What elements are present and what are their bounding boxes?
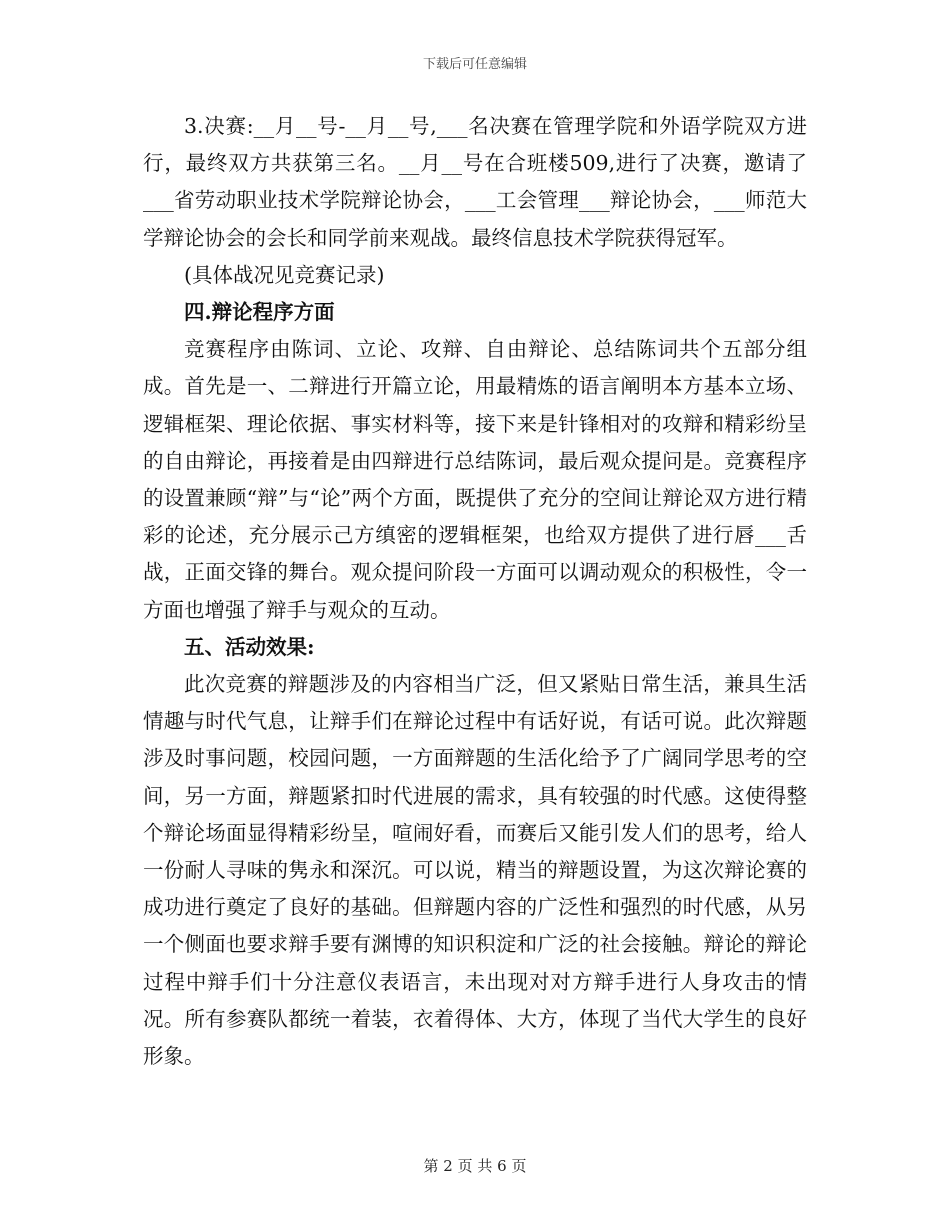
paragraph-record-note: (具体战况见竞赛记录) <box>184 262 385 287</box>
heading-debate-procedure: 四.辩论程序方面 <box>184 300 335 325</box>
paragraph-debate-procedure: 竞赛程序由陈词、立论、攻辩、自由辩论、总结陈词共个五部分组成。首先是一、二辩进行开篇立论，用最精炼的语言阐明本方基本立场、逻辑框架、理论依据、事实材料等，接下来是针锋相对的攻辩和精彩纷呈的自由辩论，再接着是由四辩进行总结陈词，最后观众提问是。竞赛程序的设置兼顾“辩”与“论”两个方面，既提供了充分的空间让辩论双方进行精彩的论述，充分展示己方缜密的逻辑框架，也给双方提供了进行唇___舌战，正面交锋的舞台。观众提问阶段一方面可以调动观众的积极性，令一方面也增强了辩手与观众的互动。 <box>143 337 807 622</box>
paragraph-activity-effect: 此次竞赛的辩题涉及的内容相当广泛，但又紧贴日常生活，兼具生活情趣与时代气息，让辩手们在辩论过程中有话好说，有话可说。此次辩题涉及时事问题，校园问题，一方面辩题的生活化给予了广阔同学思考的空间，另一方面，辩题紧扣时代进展的需求，具有较强的时代感。这使得整个辩论场面显得精彩纷呈，喧闹好看，而赛后又能引发人们的思考，给人一份耐人寻味的隽永和深沉。可以说，精当的辩题设置，为这次辩论赛的成功进行奠定了良好的基础。但辩题内容的广泛性和强烈的时代感，从另一个侧面也要求辩手要有渊博的知识积淀和广泛的社会接触。辩论的辩论过程中辩手们十分注意仪表语言，未出现对对方辩手进行人身攻击的情况。所有参赛队都统一着装，衣着得体、大方，体现了当代大学生的良好形象。 <box>143 672 807 1069</box>
document-body <box>143 108 807 1075</box>
heading-activity-effect: 五、活动效果: <box>184 634 315 659</box>
paragraph-final-round: 3.决赛:__月__号-__月__号,___名决赛在管理学院和外语学院双方进行，最终双方共获第三名。__月__号在合班楼509,进行了决赛，邀请了___省劳动职业技术学院辩论协会，___工会管理___辩论协会，___师范大学辩论协会的会长和同学前来观战。最终信息技术学院获得冠军。 <box>143 114 807 250</box>
page-header: 下载后可任意编辑 <box>422 57 527 72</box>
page-footer: 第 2 页 共 6 页 <box>423 1157 527 1175</box>
